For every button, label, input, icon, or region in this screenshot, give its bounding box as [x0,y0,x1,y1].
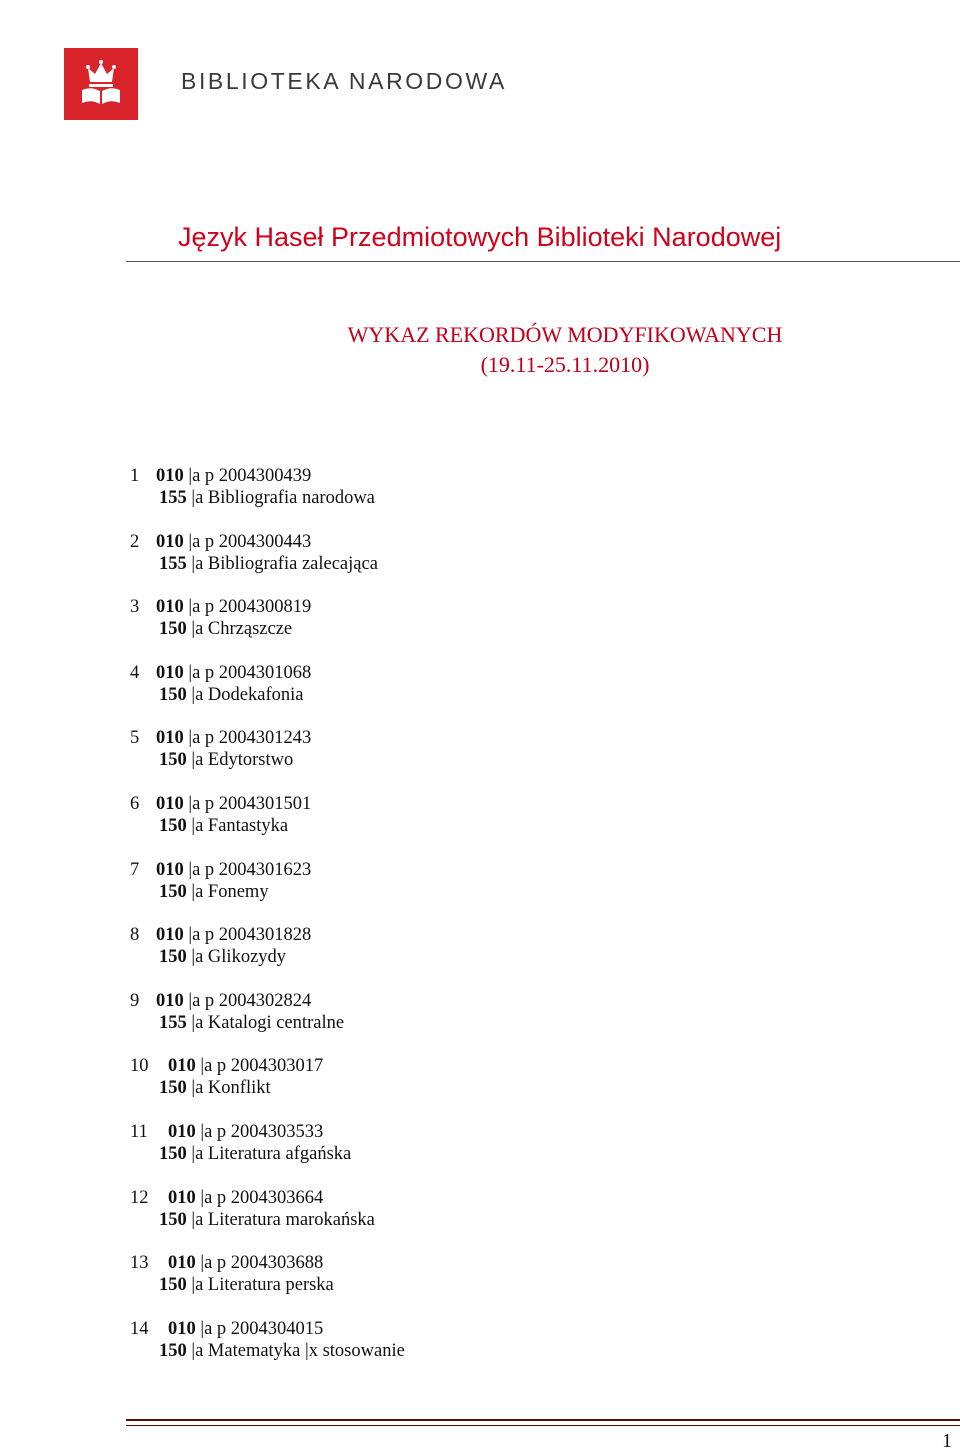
field-value: a Dodekafonia [195,684,304,705]
footer-divider [126,1419,960,1426]
list-item [130,924,405,990]
record-heading-line: 155 |a Bibliografia narodowa [159,488,375,508]
record-number: 11 [130,1121,148,1142]
list-item [130,1318,405,1384]
record-number: 14 [130,1318,149,1339]
field-value: a Bibliografia zalecająca [195,553,378,574]
field-tag: 150 [159,750,187,771]
field-value: a p 2004300443 [192,531,312,552]
record-control-line: 13 010 |a p 2004303688 [130,1253,324,1274]
record-heading-line: 150 |a Edytorstwo [159,750,294,771]
title-divider [126,261,960,262]
field-tag: 010 [156,925,184,946]
list-item [130,465,405,531]
list-item [130,793,405,859]
list-item [130,727,405,793]
field-tag: 155 [159,553,187,574]
field-value: a Chrząszcze [195,619,293,640]
field-tag: 010 [156,466,184,486]
record-control-line: 9 010 |a p 2004302824 [130,990,312,1011]
field-value: a p 2004303664 [204,1187,324,1208]
brand-name: BIBLIOTEKA NARODOWA [181,68,507,94]
field-tag: 010 [156,728,184,749]
field-value: a p 2004303017 [204,1056,324,1077]
date-range: (19.11-25.11.2010) [480,352,650,377]
field-value: a p 2004301501 [192,793,312,814]
record-heading-line: 150 |a Fonemy [159,881,269,902]
field-value: a Literatura marokańska [195,1209,375,1230]
field-tag: 155 [159,488,187,508]
field-value: a Katalogi centralne [195,1012,345,1033]
record-number: 1 [130,466,140,486]
list-item [130,531,405,597]
page-number: 1 [942,1430,952,1452]
record-number: 13 [130,1253,149,1274]
record-number: 3 [130,597,140,618]
field-value: a Glikozydy [195,947,287,968]
field-tag: 010 [156,859,184,880]
list-item [130,1187,405,1253]
record-number: 2 [130,531,140,552]
field-value: a p 2004301243 [192,728,312,749]
record-heading-line: 155 |a Bibliografia zalecająca [159,553,378,574]
document-subtitle: WYKAZ REKORDÓW MODYFIKOWANYCH [347,322,783,347]
record-control-line: 12 010 |a p 2004303664 [130,1187,324,1208]
record-heading-line: 150 |a Literatura marokańska [159,1209,375,1230]
record-number: 4 [130,662,140,683]
record-control-line: 6 010 |a p 2004301501 [130,793,312,814]
field-value: a p 2004303688 [204,1253,324,1274]
record-heading-line: 150 |a Dodekafonia [159,684,304,705]
field-value: a Bibliografia narodowa [195,488,375,508]
record-control-line: 1 010 |a p 2004300439 [130,466,312,486]
record-list [130,465,405,1383]
record-control-line: 7 010 |a p 2004301623 [130,859,312,880]
field-tag: 155 [159,1012,187,1033]
record-control-line: 8 010 |a p 2004301828 [130,925,312,946]
field-tag: 150 [159,1340,187,1361]
field-value: a p 2004302824 [192,990,312,1011]
list-item [130,990,405,1056]
field-tag: 010 [168,1121,196,1142]
record-control-line: 11 010 |a p 2004303533 [130,1121,324,1142]
field-tag: 010 [168,1056,196,1077]
field-tag: 010 [168,1253,196,1274]
record-number: 12 [130,1187,149,1208]
field-value: a p 2004300439 [192,466,312,486]
record-control-line: 14 010 |a p 2004304015 [130,1318,324,1339]
record-number: 6 [130,793,140,814]
record-number: 5 [130,728,140,749]
field-tag: 010 [156,597,184,618]
record-heading-line: 150 |a Literatura perska [159,1275,334,1296]
field-tag: 150 [159,947,187,968]
field-value: a Matematyka |x stosowanie [195,1340,405,1361]
field-value: a Edytorstwo [195,750,294,771]
record-number: 7 [130,859,140,880]
field-tag: 010 [168,1318,196,1339]
field-tag: 150 [159,619,187,640]
record-heading-line: 150 |a Glikozydy [159,947,287,968]
field-value: a p 2004303533 [204,1121,324,1142]
field-value: a Fantastyka [195,815,289,836]
field-value: a p 2004304015 [204,1318,324,1339]
field-value: a Literatura afgańska [195,1143,352,1164]
list-item [130,1121,405,1187]
field-value: a Literatura perska [195,1275,334,1296]
document-title: Język Haseł Przedmiotowych Biblioteki Narodowej [178,222,782,252]
field-tag: 010 [156,793,184,814]
field-tag: 150 [159,1275,187,1296]
field-value: a Fonemy [195,881,269,902]
field-value: a p 2004301068 [192,662,312,683]
record-number: 8 [130,925,140,946]
field-tag: 010 [156,662,184,683]
list-item [130,1055,405,1121]
record-heading-line: 150 |a Fantastyka [159,815,289,836]
record-heading-line: 150 |a Chrząszcze [159,619,293,640]
list-item [130,596,405,662]
record-control-line: 2 010 |a p 2004300443 [130,531,312,552]
record-heading-line: 155 |a Katalogi centralne [159,1012,345,1033]
record-number: 9 [130,990,140,1011]
field-tag: 150 [159,684,187,705]
field-tag: 150 [159,1209,187,1230]
list-item [130,859,405,925]
record-heading-line: 150 |a Konflikt [159,1078,271,1099]
record-control-line: 3 010 |a p 2004300819 [130,597,312,618]
field-tag: 150 [159,815,187,836]
field-value: a p 2004301828 [192,925,312,946]
record-number: 10 [130,1056,149,1077]
list-item [130,1252,405,1318]
crown-book-icon [64,48,138,120]
list-item [130,662,405,728]
field-tag: 150 [159,881,187,902]
field-tag: 150 [159,1143,187,1164]
record-heading-line: 150 |a Matematyka |x stosowanie [159,1340,405,1361]
field-tag: 010 [168,1187,196,1208]
field-value: a p 2004301623 [192,859,312,880]
record-control-line: 4 010 |a p 2004301068 [130,662,312,683]
record-control-line: 10 010 |a p 2004303017 [130,1056,324,1077]
field-tag: 010 [156,531,184,552]
field-tag: 010 [156,990,184,1011]
record-control-line: 5 010 |a p 2004301243 [130,728,312,749]
field-value: a p 2004300819 [192,597,312,618]
field-value: a Konflikt [195,1078,271,1099]
field-tag: 150 [159,1078,187,1099]
logo [64,48,138,120]
record-heading-line: 150 |a Literatura afgańska [159,1143,352,1164]
